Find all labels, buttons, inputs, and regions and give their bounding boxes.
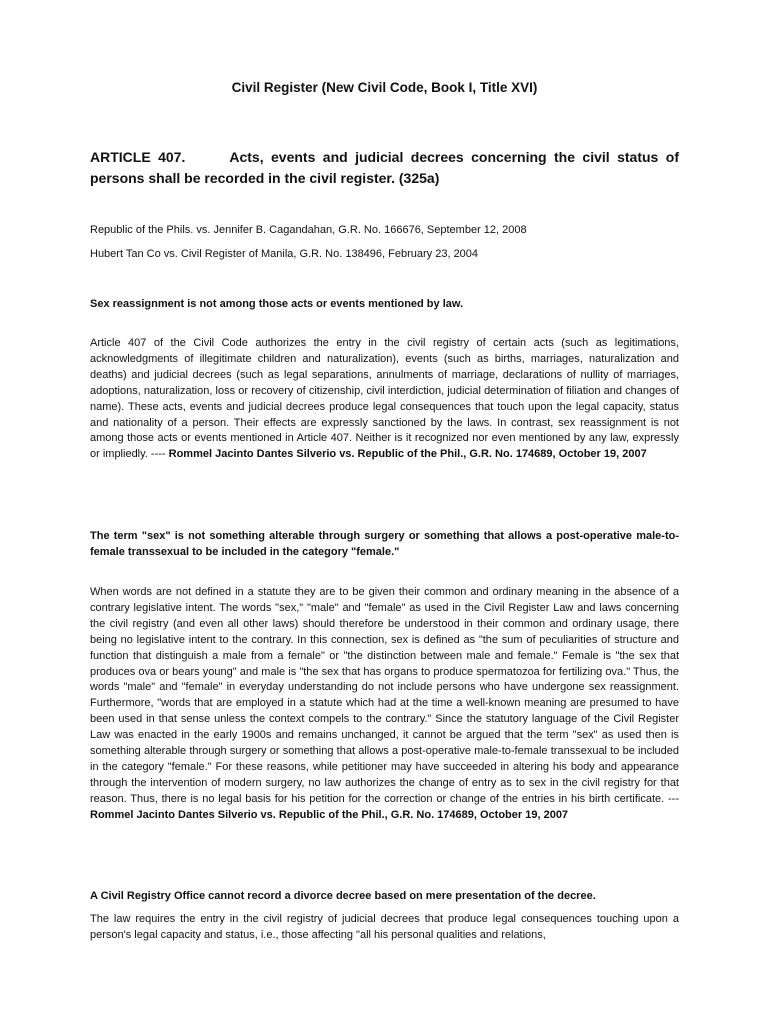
section-heading: A Civil Registry Office cannot record a divorce decree based on mere presentation of the decree. (90, 890, 596, 902)
body-paragraph (90, 336, 679, 463)
case-reference: Rommel Jacinto Dantes Silverio vs. Republic of the Phil., G.R. No. 174689, October 19, 2007 (168, 448, 647, 461)
page-title: Civil Register (New Civil Code, Book I, Title XVI) (231, 80, 538, 95)
article-text: Acts, events and judicial decrees concerning the civil status of persons shall be recorded in the civil register. (325a) (90, 149, 679, 186)
article-heading (90, 147, 679, 189)
body-paragraph: The law requires the entry in the civil registry of judicial decrees that produce legal consequences touching upon a person's legal capacity and status, i.e., those affecting "all his personal qualities and relations, (90, 913, 679, 941)
case-citation: Republic of the Phils. vs. Jennifer B. Cagandahan, G.R. No. 166676, September 12, 2008 (90, 224, 527, 236)
section-heading: The term "sex" is not something alterable through surgery or something that allows a post-operative male-to-female transsexual to be included in the category "female." (90, 530, 679, 558)
article-number: ARTICLE 407. (90, 149, 186, 165)
case-reference: Rommel Jacinto Dantes Silverio vs. Republic of the Phil., G.R. No. 174689, October 19, 2007 (90, 808, 569, 821)
paragraph-text: Article 407 of the Civil Code authorizes the entry in the civil registry of certain acts (such as legitimations, acknowledgments of illegitimate children and naturalization), events (such as births, marriages, naturalization and deaths) and judicial decrees (such as legal separations, annulments of marriage, declarations of nullity of marriages, adoptions, naturalization, loss or recovery of citizenship, civil interdiction, judicial determination of filiation and changes of name). These acts, events and judicial decrees produce legal consequences that touch upon the legal capacity, status and nationality of a person. Their effects are expressly sanctioned by the laws. In contrast, sex reassignment is not among those acts or events mentioned in Article 407. Neither is it recognized nor even mentioned by any law, expressly or impliedly. ---- (90, 337, 679, 461)
section-heading: Sex reassignment is not among those acts or events mentioned by law. (90, 298, 464, 310)
case-citation: Hubert Tan Co vs. Civil Register of Manila, G.R. No. 138496, February 23, 2004 (90, 248, 479, 260)
body-paragraph (90, 585, 679, 824)
paragraph-text: When words are not defined in a statute they are to be given their common and ordinary meaning in the absence of a contrary legislative intent. The words "sex," "male" and "female" as used in the Civil Register Law and laws concerning the civil registry (and even all other laws) should therefore be understood in their common and ordinary usage, there being no legislative intent to the contrary. In this connection, sex is defined as "the sum of peculiarities of structure and function that distinguish a male from a female" or "the distinction between male and female." Female is "the sex that produces ova or bears young" and male is "the sex that has organs to produce spermatozoa for fertilizing ova." Thus, the words "male" and "female" in everyday understanding do not include persons who have undergone sex reassignment. Furthermore, "words that are employed in a statute which had at the time a well-known meaning are presumed to have been used in that sense unless the context compels to the contrary." Since the statutory language of the Civil Register Law was enacted in the early 1900s and remains unchanged, it cannot be argued that the term "sex" as used then is something alterable through surgery or something that allows a post-operative male-to-female transsexual to be included in the category "female." For these reasons, while petitioner may have succeeded in altering his body and appearance through the intervention of modern surgery, no law authorizes the change of entry as to sex in the civil registry for that reason. Thus, there is no legal basis for his petition for the correction or change of the entries in his birth certificate. --- (90, 586, 679, 805)
document-page (90, 0, 679, 1024)
